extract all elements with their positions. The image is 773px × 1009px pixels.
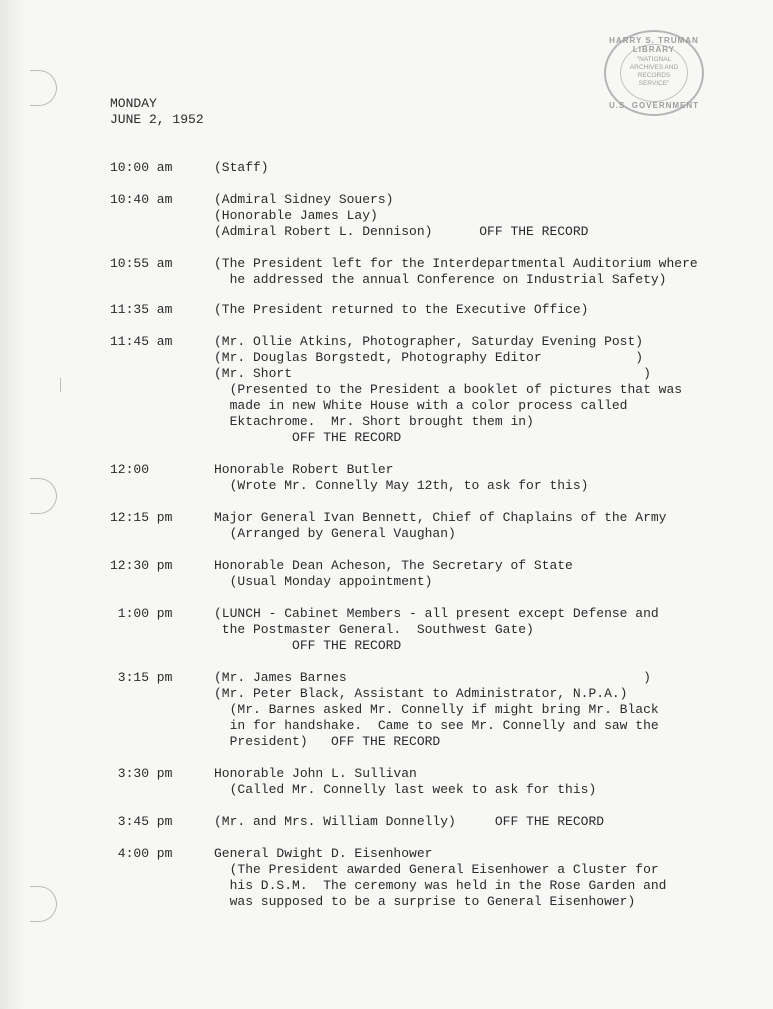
appointment-time: 11:35 am <box>110 302 173 317</box>
appointment-detail-line: (Mr. Ollie Atkins, Photographer, Saturday Evening Post) <box>214 334 644 349</box>
appointment-details <box>214 846 666 910</box>
appointment-detail-line: OFF THE RECORD <box>214 430 402 445</box>
appointment-detail-line: (Usual Monday appointment) <box>214 574 433 589</box>
appointment-time: 10:00 am <box>110 160 173 175</box>
appointment-detail-line: (The President returned to the Executive Office) <box>214 302 589 317</box>
appointment-time: 3:45 pm <box>110 814 173 829</box>
appointment-detail-line: (The President awarded General Eisenhower a Cluster for <box>214 862 659 877</box>
appointment-time: 3:30 pm <box>110 766 173 781</box>
punch-hole <box>30 886 57 922</box>
document-date: JUNE 2, 1952 <box>110 112 204 127</box>
appointment-details <box>214 558 573 590</box>
appointment-detail-line: President) OFF THE RECORD <box>214 734 441 749</box>
appointment-time: 12:15 pm <box>110 510 173 525</box>
appointment-detail-line: (Presented to the President a booklet of pictures that was <box>214 382 683 397</box>
appointment-detail-line: the Postmaster General. Southwest Gate) <box>214 622 534 637</box>
appointment-detail-line: (Admiral Robert L. Dennison) OFF THE RECORD <box>214 224 589 239</box>
appointment-details <box>214 670 659 750</box>
appointment-detail-line: his D.S.M. The ceremony was held in the Rose Garden and <box>214 878 667 893</box>
appointment-detail-line: (Admiral Sidney Souers) <box>214 192 394 207</box>
appointment-detail-line: (Mr. Barnes asked Mr. Connelly if might bring Mr. Black <box>214 702 659 717</box>
appointment-detail-line: (Mr. Peter Black, Assistant to Administrator, N.P.A.) <box>214 686 628 701</box>
stamp-center-text: "NATIONAL ARCHIVES AND RECORDS SERVICE" <box>629 56 679 87</box>
appointment-detail-line: (The President left for the Interdepartmental Auditorium where <box>214 256 698 271</box>
stamp-ring-top-text: HARRY S. TRUMAN LIBRARY <box>609 36 699 54</box>
appointment-detail-line: Major General Ivan Bennett, Chief of Chaplains of the Army <box>214 510 667 525</box>
appointment-detail-line: Honorable John L. Sullivan <box>214 766 417 781</box>
appointment-detail-line: in for handshake. Came to see Mr. Connelly and saw the <box>214 718 659 733</box>
appointment-detail-line: (Mr. Douglas Borgstedt, Photography Editor ) <box>214 350 644 365</box>
appointment-time: 1:00 pm <box>110 606 173 621</box>
appointment-detail-line: (Honorable James Lay) <box>214 208 378 223</box>
appointment-details <box>214 192 588 240</box>
appointment-detail-line: Ektachrome. Mr. Short brought them in) <box>214 414 534 429</box>
appointment-details <box>214 814 604 830</box>
appointment-details <box>214 302 588 318</box>
appointment-details <box>214 256 698 288</box>
appointment-detail-line: (Wrote Mr. Connelly May 12th, to ask for this) <box>214 478 589 493</box>
appointment-time: 10:55 am <box>110 256 173 271</box>
appointment-detail-line: he addressed the annual Conference on Industrial Safety) <box>214 272 667 287</box>
appointment-detail-line: General Dwight D. Eisenhower <box>214 846 433 861</box>
appointment-details <box>214 334 682 446</box>
appointment-detail-line: was supposed to be a surprise to General Eisenhower) <box>214 894 636 909</box>
appointment-details <box>214 510 666 542</box>
appointment-detail-line: made in new White House with a color process called <box>214 398 628 413</box>
appointment-detail-line: (Called Mr. Connelly last week to ask for this) <box>214 782 597 797</box>
stamp-ring-bottom-text: U.S. GOVERNMENT <box>608 101 700 110</box>
appointment-detail-line: Honorable Dean Acheson, The Secretary of State <box>214 558 573 573</box>
appointment-detail-line: (LUNCH - Cabinet Members - all present except Defense and <box>214 606 659 621</box>
appointment-detail-line: Honorable Robert Butler <box>214 462 394 477</box>
appointment-details <box>214 160 269 176</box>
appointment-time: 12:30 pm <box>110 558 173 573</box>
appointment-details <box>214 462 588 494</box>
page-edge <box>0 0 24 1009</box>
appointment-details <box>214 606 659 654</box>
appointment-detail-line: (Mr. and Mrs. William Donnelly) OFF THE RECORD <box>214 814 605 829</box>
archive-seal-stamp-icon <box>604 30 704 116</box>
appointment-time: 3:15 pm <box>110 670 173 685</box>
appointment-detail-line: (Staff) <box>214 160 269 175</box>
appointment-detail-line: (Mr. Short ) <box>214 366 651 381</box>
appointment-details <box>214 766 596 798</box>
appointment-time: 10:40 am <box>110 192 173 207</box>
punch-hole <box>30 478 57 514</box>
margin-mark <box>60 378 61 392</box>
punch-hole <box>30 70 57 106</box>
appointment-time: 12:00 <box>110 462 150 477</box>
appointment-detail-line: (Mr. James Barnes ) <box>214 670 651 685</box>
appointment-time: 4:00 pm <box>110 846 173 861</box>
appointment-detail-line: OFF THE RECORD <box>214 638 402 653</box>
document-day: MONDAY <box>110 96 157 111</box>
appointment-detail-line: (Arranged by General Vaughan) <box>214 526 456 541</box>
appointment-time: 11:45 am <box>110 334 173 349</box>
